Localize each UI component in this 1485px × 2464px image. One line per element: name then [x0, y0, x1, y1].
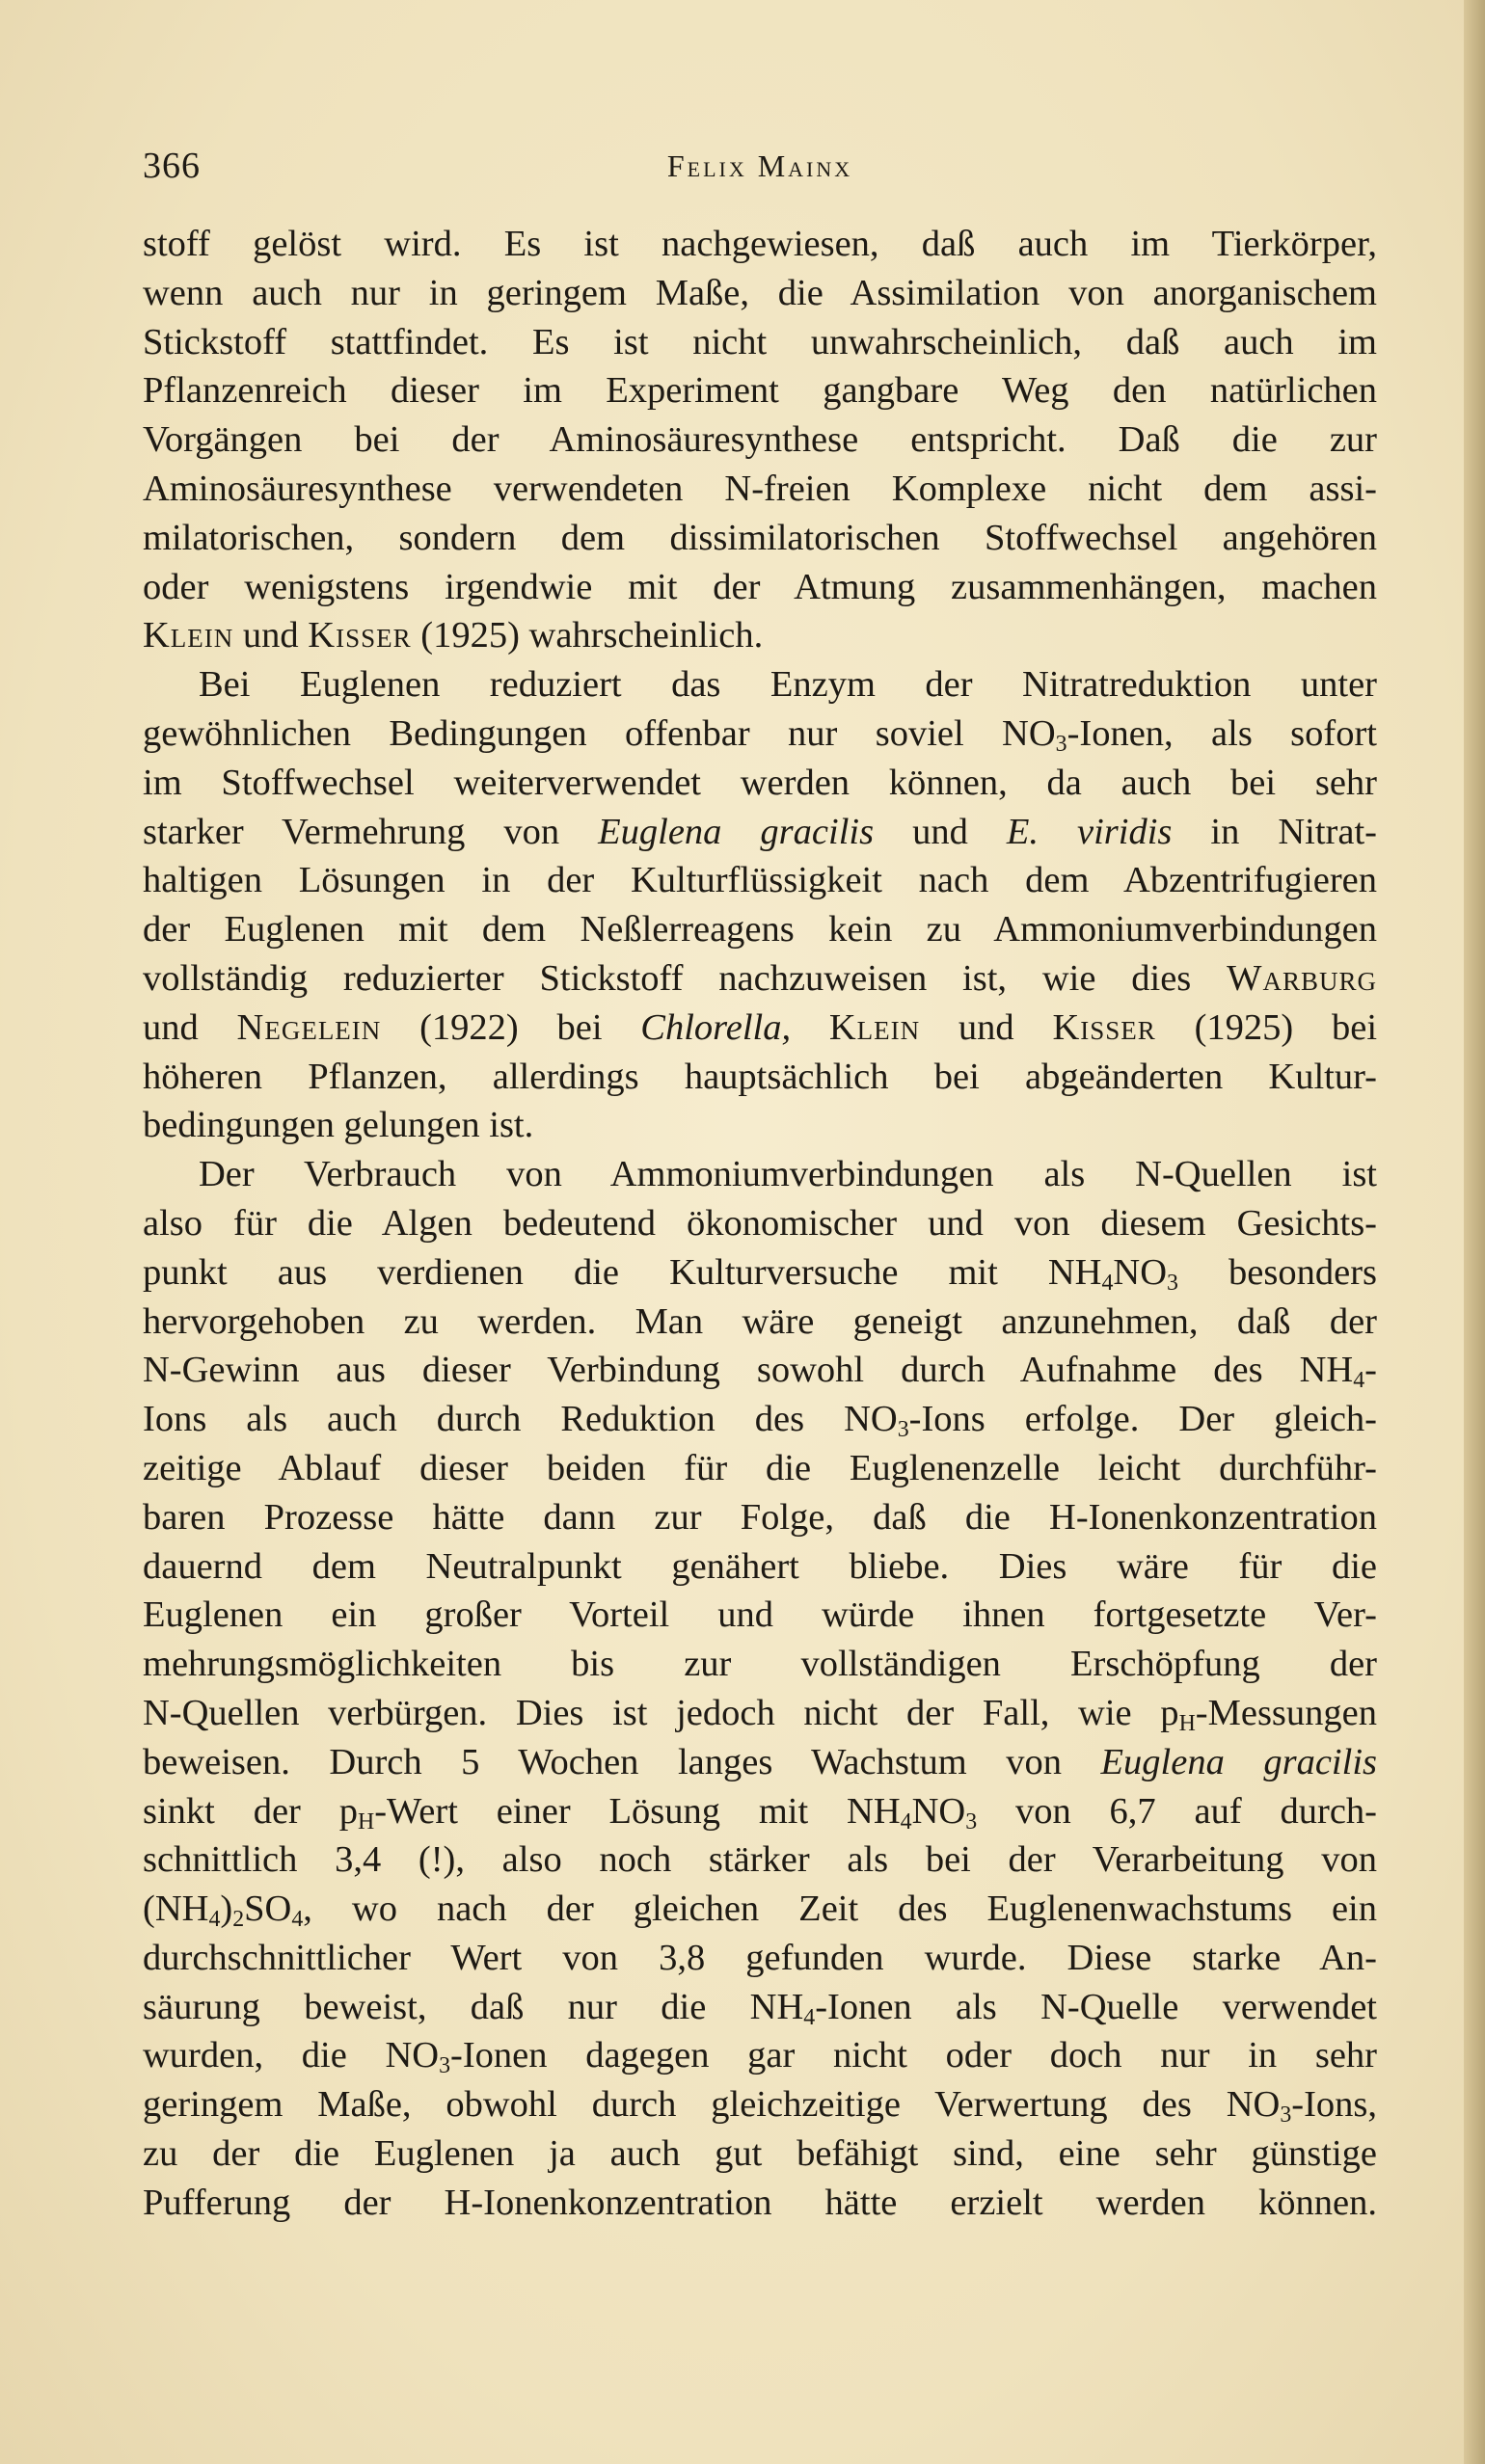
author-name: Klein — [143, 615, 234, 656]
text-line: durchschnittlicher Wert von 3,8 gefunden wurde. Diese starke An- — [143, 1937, 1377, 1978]
text-line: Der Verbrauch von Ammoniumverbindungen als N-Quellen ist — [199, 1154, 1377, 1195]
species-name: Euglena gracilis — [1100, 1741, 1377, 1782]
text-line: und Negelein (1922) bei Chlorella, Klein und Kisser (1925) bei — [143, 1006, 1378, 1048]
text-line: höheren Pflanzen, allerdings hauptsächlich bei abgeänderten Kultur- — [143, 1056, 1377, 1097]
text-line: starker Vermehrung von Euglena gracilis und E. viridis in Nitrat- — [143, 811, 1377, 852]
text-line: stoff gelöst wird. Es ist nachgewiesen, daß auch im Tierkörper, — [143, 224, 1377, 264]
text-line: im Stoffwechsel weiterverwendet werden können, da auch bei sehr — [143, 762, 1377, 803]
text-line: oder wenigstens irgendwie mit der Atmung zusammenhängen, machen — [143, 566, 1377, 607]
author-name: Negelein — [236, 1006, 382, 1048]
text-line: der Euglenen mit dem Neßlerreagens kein zu Ammoniumverbindungen — [143, 909, 1377, 951]
text-line: Bei Euglenen reduziert das Enzym der Nitratreduktion unter — [199, 664, 1377, 706]
text-line: Aminosäuresynthese verwendeten N-freien Komplexe nicht dem assi- — [143, 468, 1377, 509]
text-line: Euglenen ein großer Vorteil und würde ihnen fortgesetzte Ver- — [143, 1594, 1377, 1636]
text-line: geringem Maße, obwohl durch gleichzeitige Verwertung des $NO_3$-Ions, — [143, 2084, 1377, 2129]
species-name: E. viridis — [1006, 811, 1173, 852]
text-line: vollständig reduzierter Stickstoff nachzuweisen ist, wie dies Warburg — [143, 957, 1377, 999]
page-number: 366 — [143, 146, 201, 186]
text-line: bedingungen gelungen ist. — [143, 1105, 534, 1146]
text-line: zu der die Euglenen ja auch gut befähigt sind, eine sehr günstige — [143, 2133, 1377, 2175]
text-line: säurung beweist, daß nur die $NH_4$-Ionen als N-Quelle verwendet — [143, 1986, 1377, 2030]
author-name: Kisser — [1052, 1006, 1156, 1048]
text-line: gewöhnlichen Bedingungen offenbar nur soviel $NO_3$-Ionen, als sofort — [143, 712, 1377, 757]
author-name: Klein — [828, 1006, 921, 1048]
text-line: milatorischen, sondern dem dissimilatorischen Stoffwechsel angehören — [143, 517, 1377, 558]
text-line: baren Prozesse hätte dann zur Folge, daß die H-Ionenkonzentration — [143, 1496, 1377, 1538]
text-line: wenn auch nur in geringem Maße, die Assimilation von anorganischem — [143, 272, 1377, 313]
text-line: mehrungsmöglichkeiten bis zur vollständigen Erschöpfung der — [143, 1644, 1377, 1685]
text-line: Ions als auch durch Reduktion des $NO_3$-Ions erfolge. Der gleich- — [143, 1399, 1377, 1443]
text-line: N-Quellen verbürgen. Dies ist jedoch nicht der Fall, wie $p_H$-Messungen — [143, 1692, 1377, 1736]
running-head: Felix Mainx — [666, 148, 853, 183]
page-header — [143, 145, 1377, 193]
author-name: Kisser — [308, 615, 412, 656]
text-line: wurden, die $NO_3$-Ionen dagegen gar nicht oder doch nur in sehr — [143, 2035, 1377, 2079]
text-line: $(NH_4)_2SO_4$, wo nach der gleichen Zeit des Euglenenwachstums ein — [143, 1888, 1377, 1933]
text-line: beweisen. Durch 5 Wochen langes Wachstum von Euglena gracilis — [143, 1741, 1377, 1782]
text-line: N-Gewinn aus dieser Verbindung sowohl durch Aufnahme des $NH_4-$ — [143, 1350, 1377, 1394]
text-line: dauernd dem Neutralpunkt genähert bliebe. Dies wäre für die — [143, 1545, 1377, 1587]
text-line: Klein und Kisser (1925) wahrscheinlich. — [143, 615, 764, 656]
species-name: Euglena gracilis — [598, 811, 875, 852]
page-edge-shadow — [1464, 0, 1485, 2464]
text-line: haltigen Lösungen in der Kulturflüssigkeit nach dem Abzentrifugieren — [143, 860, 1377, 901]
text-line: Pflanzenreich dieser im Experiment gangbare Weg den natürlichen — [143, 370, 1377, 412]
text-line: Vorgängen bei der Aminosäuresynthese entspricht. Daß die zur — [143, 419, 1377, 461]
text-line: zeitige Ablauf dieser beiden für die Euglenenzelle leicht durchführ- — [143, 1447, 1377, 1488]
species-name: Chlorella, — [640, 1006, 792, 1048]
text-line: Pufferung der H-Ionenkonzentration hätte erzielt werden können. — [143, 2182, 1377, 2223]
text-line: hervorgehoben zu werden. Man wäre geneigt anzunehmen, daß der — [143, 1300, 1377, 1342]
body-text — [143, 220, 1377, 2228]
author-name: Warburg — [1227, 957, 1377, 999]
text-line: sinkt der $p_H$-Wert einer Lösung mit $NH_4NO_3$ von 6,7 auf durch- — [143, 1790, 1377, 1835]
text-line: Stickstoff stattfindet. Es ist nicht unwahrscheinlich, daß auch im — [143, 321, 1377, 362]
text-line: schnittlich 3,4 (!), also noch stärker als bei der Verarbeitung von — [143, 1839, 1377, 1881]
text-line: also für die Algen bedeutend ökonomischer und von diesem Gesichts- — [143, 1202, 1377, 1244]
text-line: punkt aus verdienen die Kulturversuche mit $NH_4NO_3$ besonders — [143, 1251, 1377, 1296]
